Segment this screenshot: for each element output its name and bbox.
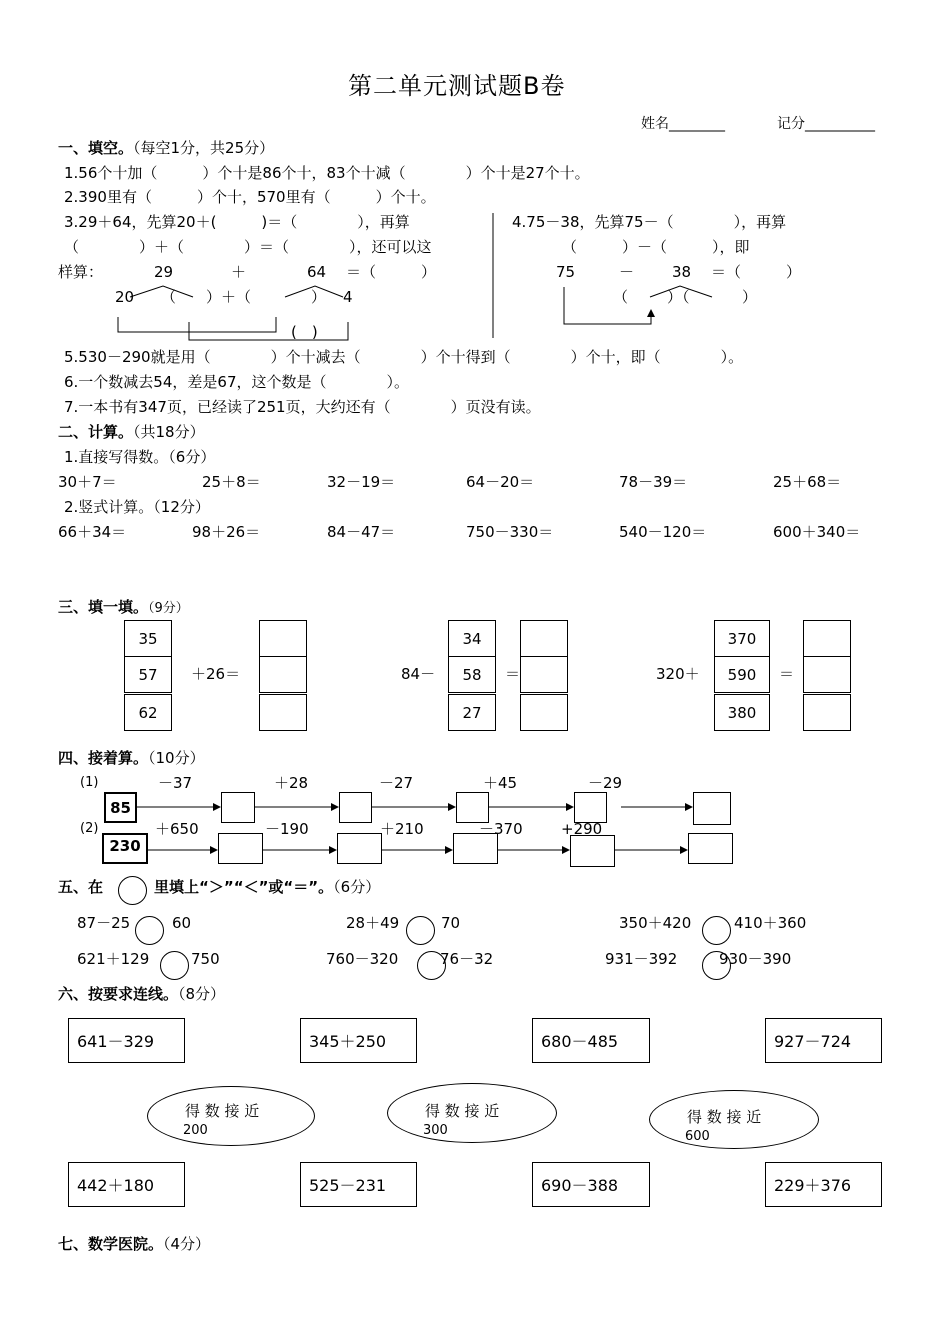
ellipse-number: 200 xyxy=(183,1123,208,1138)
vertical-calc-item: 84－47＝ xyxy=(327,523,396,541)
chain1-label: (1) xyxy=(80,775,99,790)
section2-points: （共18分） xyxy=(133,423,205,441)
vertical-calc-item: 98＋26＝ xyxy=(192,523,261,541)
compare-right: 410＋360 xyxy=(734,914,807,932)
compare-circle[interactable] xyxy=(702,916,731,945)
given-number-cell: 590 xyxy=(714,656,770,693)
chain-operation: －29 xyxy=(588,774,623,792)
q1-text: 1.56个十加（ ）个十是86个十，83个十减（ ）个十是27个十。 xyxy=(64,164,590,182)
q3-line1: 3.29＋64，先算20＋( )＝（ ），再算 xyxy=(64,213,410,231)
expression-box-top[interactable]: 641－329 xyxy=(68,1018,185,1063)
compare-right: 60 xyxy=(172,914,192,932)
calc-item: 25＋8＝ xyxy=(202,473,261,491)
page-title: 第二单元测试题B卷 xyxy=(348,72,566,100)
section1-points: （每空1分，共25分） xyxy=(133,139,275,157)
q3-equals-blank: ＝（ ） xyxy=(346,263,437,281)
q4-number-38: 38 xyxy=(672,263,692,281)
given-number-cell: 380 xyxy=(714,694,770,731)
q3-line2: （ ）＋（ ）＝（ ），还可以这 xyxy=(64,238,432,256)
section2-sub2: 2.竖式计算。（12分） xyxy=(64,498,210,516)
q3-bottom-blank: ( ) xyxy=(291,323,318,341)
name-field-label[interactable]: 姓名________ xyxy=(641,116,725,132)
group1-operation: ＋26＝ xyxy=(191,665,241,683)
ellipse-label: 得 数 接 近 xyxy=(425,1102,500,1120)
compare-left: 760－320 xyxy=(326,950,399,968)
compare-right: 76－32 xyxy=(440,950,494,968)
chain2-label: (2) xyxy=(80,821,99,836)
section7-title: 七、数学医院。 xyxy=(58,1235,164,1253)
given-number-cell: 34 xyxy=(448,620,496,657)
section7-heading xyxy=(58,1237,210,1252)
given-number-cell: 370 xyxy=(714,620,770,657)
group3-equals: ＝ xyxy=(779,665,795,683)
q7-text: 7.一本书有347页，已经读了251页，大约还有（ ）页没有读。 xyxy=(64,398,541,416)
section1-title: 一、填空。 xyxy=(58,139,134,157)
calc-item: 25＋68＝ xyxy=(773,473,842,491)
section2-title: 二、计算。 xyxy=(58,423,134,441)
score-field-label[interactable]: 记分__________ xyxy=(777,116,875,132)
q4-equals-blank: ＝（ ） xyxy=(711,263,802,281)
q2-text: 2.390里有（ ）个十，570里有（ ）个十。 xyxy=(64,188,436,206)
section5-title-a xyxy=(58,880,103,895)
section5-points: （6分） xyxy=(333,878,381,896)
compare-circle[interactable] xyxy=(135,916,164,945)
section6-points: （8分） xyxy=(178,985,226,1003)
given-number-cell: 35 xyxy=(124,620,172,657)
expression-box-top[interactable]: 680－485 xyxy=(532,1018,650,1063)
vertical-calc-item: 66＋34＝ xyxy=(58,523,127,541)
calc-item: 64－20＝ xyxy=(466,473,535,491)
chain-operation: －27 xyxy=(379,774,414,792)
vertical-calc-item: 750－330＝ xyxy=(466,523,554,541)
q3-number-29: 29 xyxy=(154,263,174,281)
q4-blank-open: （ xyxy=(613,288,629,306)
expression-box-bottom[interactable]: 690－388 xyxy=(532,1162,650,1207)
chain2-start-box: 230 xyxy=(102,833,148,864)
ellipse-number: 300 xyxy=(423,1123,448,1138)
ellipse-label: 得 数 接 近 xyxy=(687,1108,762,1126)
ellipse-number: 600 xyxy=(685,1129,710,1144)
given-number-cell: 27 xyxy=(448,694,496,731)
q3-middle-blanks: （ ）＋（ xyxy=(161,288,252,306)
section3-points: （9分） xyxy=(148,601,189,616)
vertical-calc-item: 540－120＝ xyxy=(619,523,707,541)
q4-blank-middle: ）（ xyxy=(667,288,690,306)
q3-number-64: 64 xyxy=(307,263,327,281)
chain-operation: ＋210 xyxy=(380,820,424,838)
expression-box-bottom[interactable]: 229＋376 xyxy=(765,1162,882,1207)
q4-number-75: 75 xyxy=(556,263,576,281)
q4-line2: （ ）－（ ），即 xyxy=(562,238,750,256)
chain-operation: ＋650 xyxy=(155,820,199,838)
chain-operation: +290 xyxy=(561,820,603,838)
given-number-cell: 62 xyxy=(124,694,172,731)
compare-right: 750 xyxy=(191,950,220,968)
expression-box-top[interactable]: 345＋250 xyxy=(300,1018,417,1063)
compare-left: 931－392 xyxy=(605,950,678,968)
q3-number-20: 20 xyxy=(115,288,135,306)
q4-line1: 4.75－38，先算75－（ ），再算 xyxy=(512,213,787,231)
q3-middle-close: ） xyxy=(311,288,327,306)
section5-title: 里填上“＞”“＜”或“＝”。 xyxy=(154,878,334,896)
chain-operation: －190 xyxy=(265,820,309,838)
section4-title: 四、接着算。 xyxy=(58,749,149,767)
section6-title: 六、按要求连线。 xyxy=(58,985,179,1003)
compare-circle[interactable] xyxy=(406,916,435,945)
expression-box-bottom[interactable]: 525－231 xyxy=(300,1162,417,1207)
calc-item: 30＋7＝ xyxy=(58,473,117,491)
compare-left: 28＋49 xyxy=(346,914,400,932)
expression-box-top[interactable]: 927－724 xyxy=(765,1018,882,1063)
compare-left: 350＋420 xyxy=(619,914,692,932)
section6-heading xyxy=(58,987,225,1002)
q4-minus-sign: － xyxy=(619,263,635,281)
section2-sub1: 1.直接写得数。（6分） xyxy=(64,448,216,466)
ellipse-label: 得 数 接 近 xyxy=(185,1102,260,1120)
section7-points: （4分） xyxy=(163,1235,211,1253)
compare-circle[interactable] xyxy=(160,951,189,980)
vertical-calc-item: 600＋340＝ xyxy=(773,523,861,541)
chain-operation: －37 xyxy=(158,774,193,792)
chain1-start-box: 85 xyxy=(104,792,137,823)
chain-operation: －370 xyxy=(479,820,523,838)
circle-icon xyxy=(118,876,147,905)
q3-line3-label: 样算： xyxy=(58,263,104,281)
group2-prefix: 84－ xyxy=(401,665,436,683)
q4-blank-close: ） xyxy=(742,288,758,306)
q5-text: 5.530－290就是用（ ）个十减去（ ）个十得到（ ）个十，即（ ）。 xyxy=(64,348,744,366)
section5-title-prefix: 五、在 xyxy=(58,878,104,896)
calc-item: 78－39＝ xyxy=(619,473,688,491)
group2-equals: ＝ xyxy=(505,665,521,683)
expression-box-bottom[interactable]: 442＋180 xyxy=(68,1162,185,1207)
q3-number-4: 4 xyxy=(343,288,353,306)
compare-left: 87－25 xyxy=(77,914,131,932)
given-number-cell: 58 xyxy=(448,656,496,693)
q6-text: 6.一个数减去54，差是67，这个数是（ ）。 xyxy=(64,373,409,391)
section3-title: 三、填一填。 xyxy=(58,598,149,616)
given-number-cell: 57 xyxy=(124,656,172,693)
calc-item: 32－19＝ xyxy=(327,473,396,491)
q3-plus-sign: ＋ xyxy=(231,263,247,281)
compare-right: 70 xyxy=(441,914,461,932)
section5-heading xyxy=(154,880,380,895)
compare-left: 621＋129 xyxy=(77,950,150,968)
compare-right: 930－390 xyxy=(719,950,792,968)
chain-operation: ＋45 xyxy=(483,774,518,792)
section4-points: （10分） xyxy=(148,749,205,767)
group3-prefix: 320＋ xyxy=(656,665,700,683)
chain-operation: ＋28 xyxy=(274,774,309,792)
